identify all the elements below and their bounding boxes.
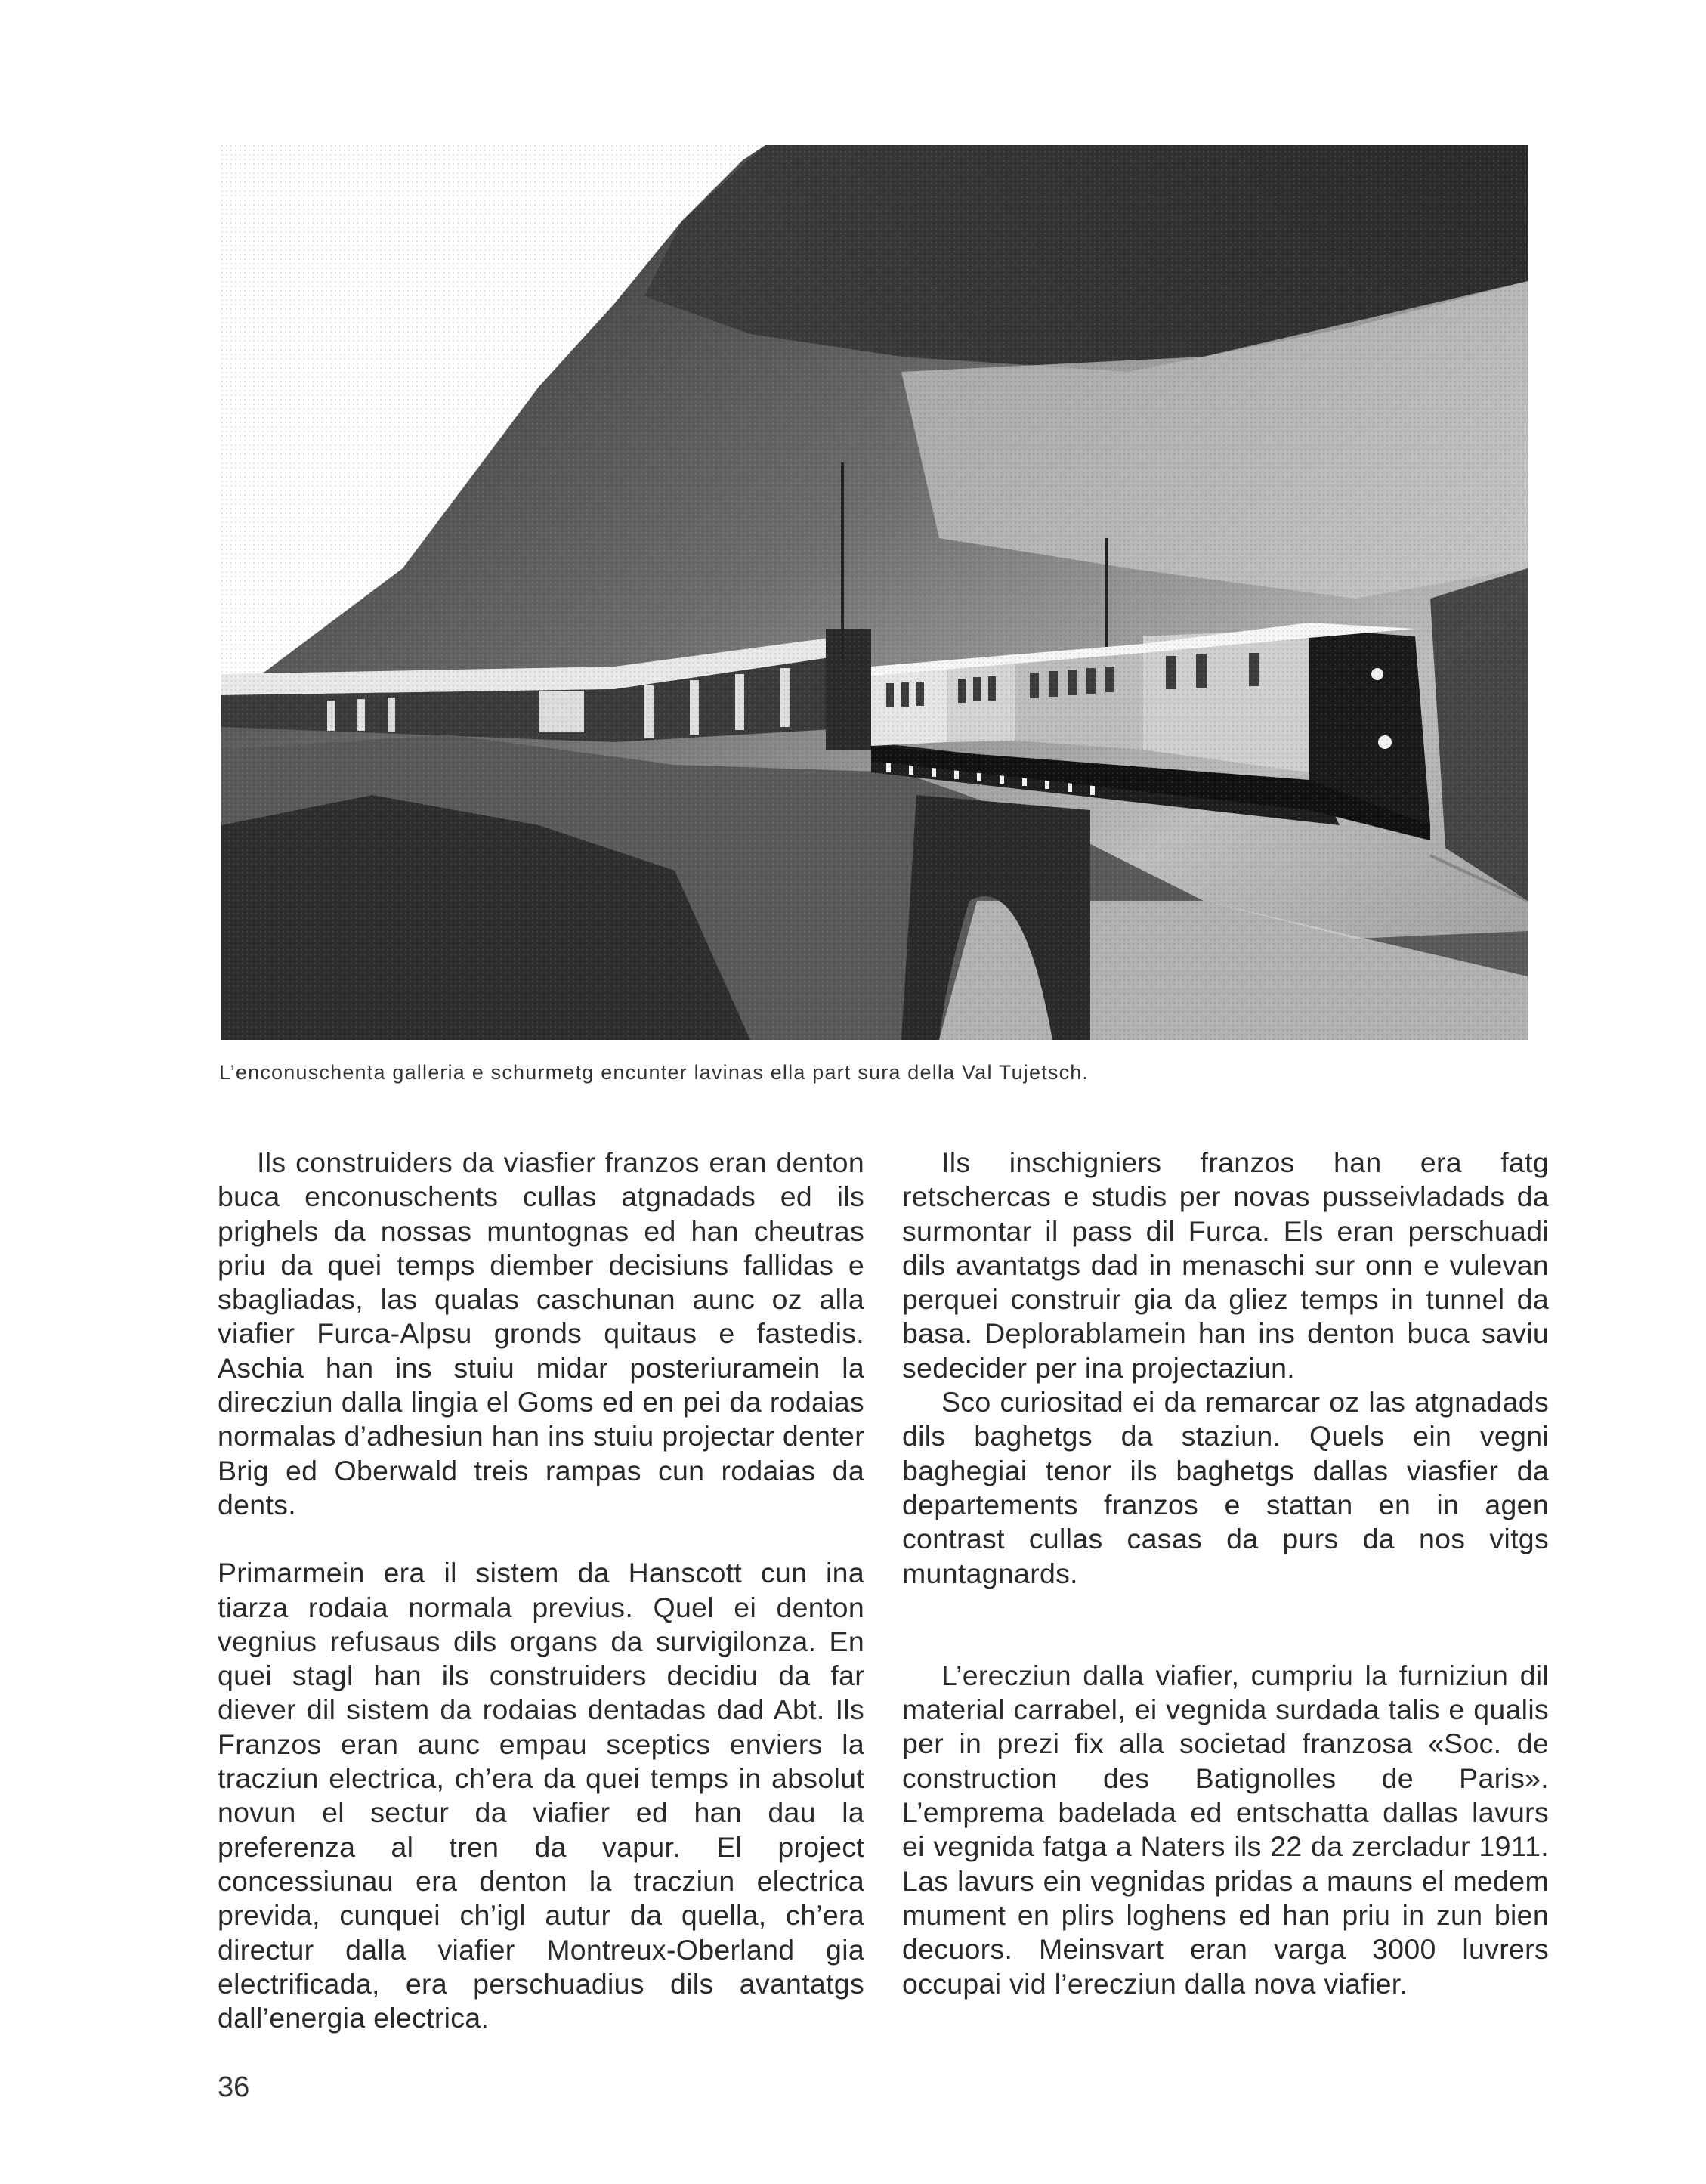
paragraph: L’erecziun dalla viafier, cumpriu la furniziun dil material carrabel, ei vegnida surdada talis e qualis per in prezi fix alla societad franzosa «Soc. de construction des Batignolles de Paris». L’emprema badelada ed entschatta dallas lavurs ei vegnida fatga a Naters ils 22 da zercladur 1911. Las lavurs ein vegnidas pridas a mauns el medem mument en plirs loghens ed han priu in zun bien decuors. Meinsvart eran varga 3000 luvrers occupai vid l’erecziun dalla nova viafier. bbox=[902, 1659, 1549, 2000]
paragraph: Primarmein era il sistem da Hanscott cun ina tiarza rodaia normala previus. Quel ei denton vegnius refusaus dils organs da survigilonza. En quei stagl han ils construiders decidiu da far diever dil sistem da rodaias dentadas dad Abt. Ils Franzos eran aunc empau sceptics enviers la tracziun electrica, ch’era da quei temps in absolut novun el sectur da viafier ed han dau la preferenza al tren da vapur. El project concessiunau era denton la tracziun electrica previda, cunquei ch’igl autur da quella, ch’era directur dalla viafier Montreux-Oberland gia electrificada, era perschuadius dils avantatgs dall’energia electrica. bbox=[218, 1557, 864, 2034]
paragraph: Sco curiositad ei da remarcar oz las atgnadads dils baghetgs da staziun. Quels ein vegni baghegiai tenor ils baghetgs dallas viasfier da departements franzos e stattan en in agen contrast cullas casas da purs da nos vitgs muntagnards. bbox=[902, 1386, 1549, 1589]
photo-illustration bbox=[221, 145, 1528, 1040]
paragraph: Ils construiders da viasfier franzos eran denton buca enconuschents cullas atgnadads ed ils prighels da nossas muntognas ed han cheutras priu da quei temps diember decisiuns fallidas e sbagliadas, las qualas caschunan aunc oz alla viafier Furca-Alpsu gronds quitaus e fastedis. Aschia han ins stuiu midar posteriuramein la direcziun dalla lingia el Goms ed en pei da rodaias normalas d’adhesiun han ins stuiu projectar denter Brig ed Oberwald treis rampas cun rodaias da dents. bbox=[218, 1146, 864, 1520]
text-column-right bbox=[902, 1146, 1549, 2001]
paragraph: Ils inschigniers franzos han era fatg retschercas e studis per novas pusseivladads da surmontar il pass dil Furca. Els eran perschuadi dils avantatgs dad in menaschi sur onn e vulevan perquei construir gia da gliez temps in tunnel da basa. Deplorablamein han ins denton buca saviu sedecider per ina projectaziun. bbox=[902, 1146, 1549, 1384]
text-column-left bbox=[218, 1146, 864, 2035]
figure-photo-train-gallery bbox=[221, 145, 1528, 1040]
figure-caption: L’enconuschenta galleria e schurmetg encunter lavinas ella part sura della Val Tujetsch. bbox=[219, 1061, 1089, 1084]
page-number: 36 bbox=[218, 2071, 250, 2103]
